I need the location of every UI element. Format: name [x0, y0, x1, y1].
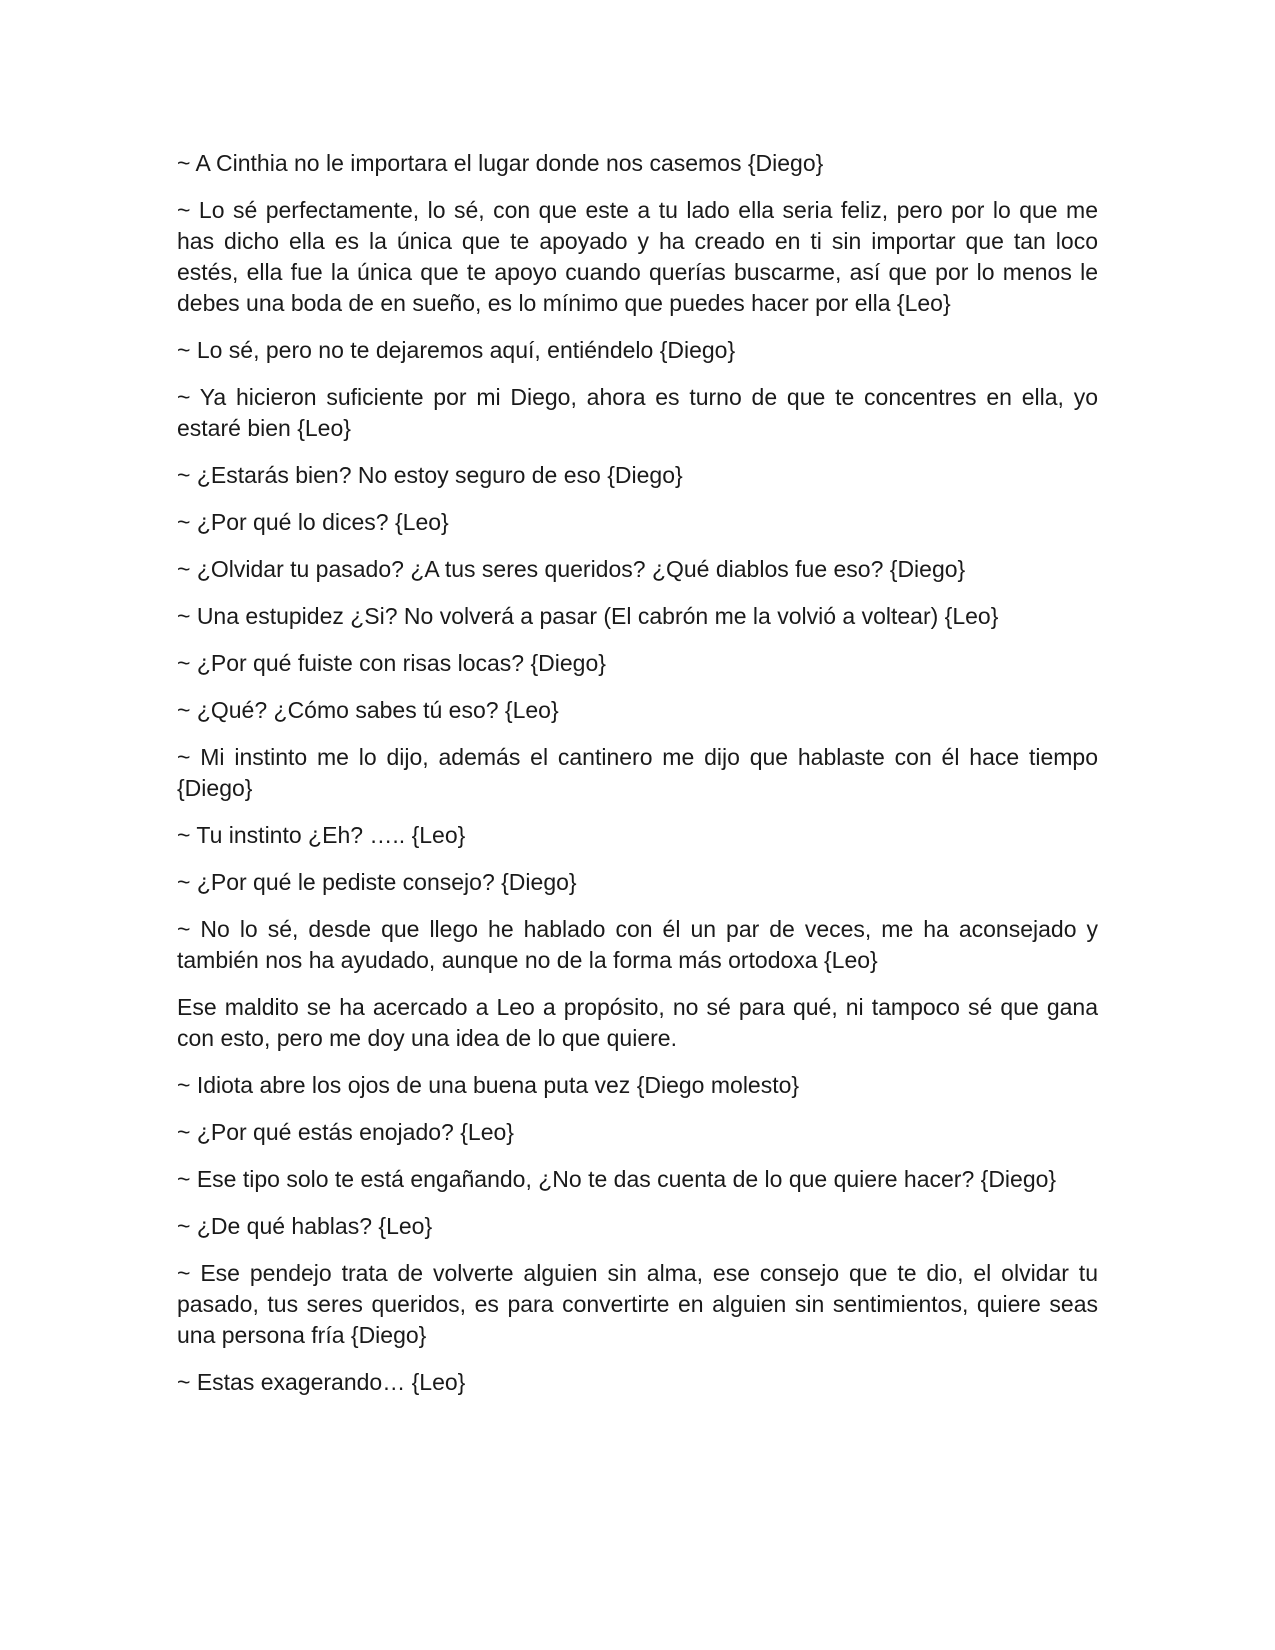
paragraph: ~ ¿De qué hablas? {Leo}: [177, 1213, 433, 1239]
paragraph: ~ ¿Estarás bien? No estoy seguro de eso {Diego}: [177, 462, 683, 488]
paragraph: Ese maldito se ha acercado a Leo a propósito, no sé para qué, ni tampoco sé que gana con esto, pero me doy una idea de lo que quiere.: [177, 994, 1098, 1051]
paragraph: ~ Estas exagerando… {Leo}: [177, 1369, 466, 1395]
document-body: [177, 148, 1098, 1414]
paragraph: ~ Tu instinto ¿Eh? ….. {Leo}: [177, 822, 466, 848]
paragraph: ~ Mi instinto me lo dijo, además el cantinero me dijo que hablaste con él hace tiempo {Diego}: [177, 744, 1098, 801]
paragraph: ~ Ya hicieron suficiente por mi Diego, ahora es turno de que te concentres en ella, yo estaré bien {Leo}: [177, 384, 1098, 441]
paragraph: ~ ¿Qué? ¿Cómo sabes tú eso? {Leo}: [177, 697, 559, 723]
paragraph: ~ A Cinthia no le importara el lugar donde nos casemos {Diego}: [177, 150, 824, 176]
paragraph: ~ ¿Por qué lo dices? {Leo}: [177, 509, 449, 535]
paragraph: ~ Ese pendejo trata de volverte alguien sin alma, ese consejo que te dio, el olvidar tu pasado, tus seres queridos, es para convertirte en alguien sin sentimientos, quiere seas una persona fría {Diego}: [177, 1260, 1098, 1348]
paragraph: ~ ¿Por qué estás enojado? {Leo}: [177, 1119, 514, 1145]
paragraph: ~ Ese tipo solo te está engañando, ¿No te das cuenta de lo que quiere hacer? {Diego}: [177, 1166, 1057, 1192]
paragraph: ~ ¿Olvidar tu pasado? ¿A tus seres queridos? ¿Qué diablos fue eso? {Diego}: [177, 556, 966, 582]
paragraph: ~ Idiota abre los ojos de una buena puta vez {Diego molesto}: [177, 1072, 800, 1098]
paragraph: ~ ¿Por qué le pediste consejo? {Diego}: [177, 869, 577, 895]
paragraph: ~ Una estupidez ¿Si? No volverá a pasar (El cabrón me la volvió a voltear) {Leo}: [177, 603, 999, 629]
paragraph: ~ Lo sé perfectamente, lo sé, con que este a tu lado ella seria feliz, pero por lo que me has dicho ella es la única que te apoyado y ha creado en ti sin importar que tan loco estés, ella fue la única que te apoyo cuando querías buscarme, así que por lo menos le debes una boda de en sueño, es lo mínimo que puedes hacer por ella {Leo}: [177, 197, 1098, 316]
paragraph: ~ No lo sé, desde que llego he hablado con él un par de veces, me ha aconsejado y también nos ha ayudado, aunque no de la forma más ortodoxa {Leo}: [177, 916, 1098, 973]
paragraph: ~ Lo sé, pero no te dejaremos aquí, entiéndelo {Diego}: [177, 337, 736, 363]
paragraph: ~ ¿Por qué fuiste con risas locas? {Diego}: [177, 650, 606, 676]
